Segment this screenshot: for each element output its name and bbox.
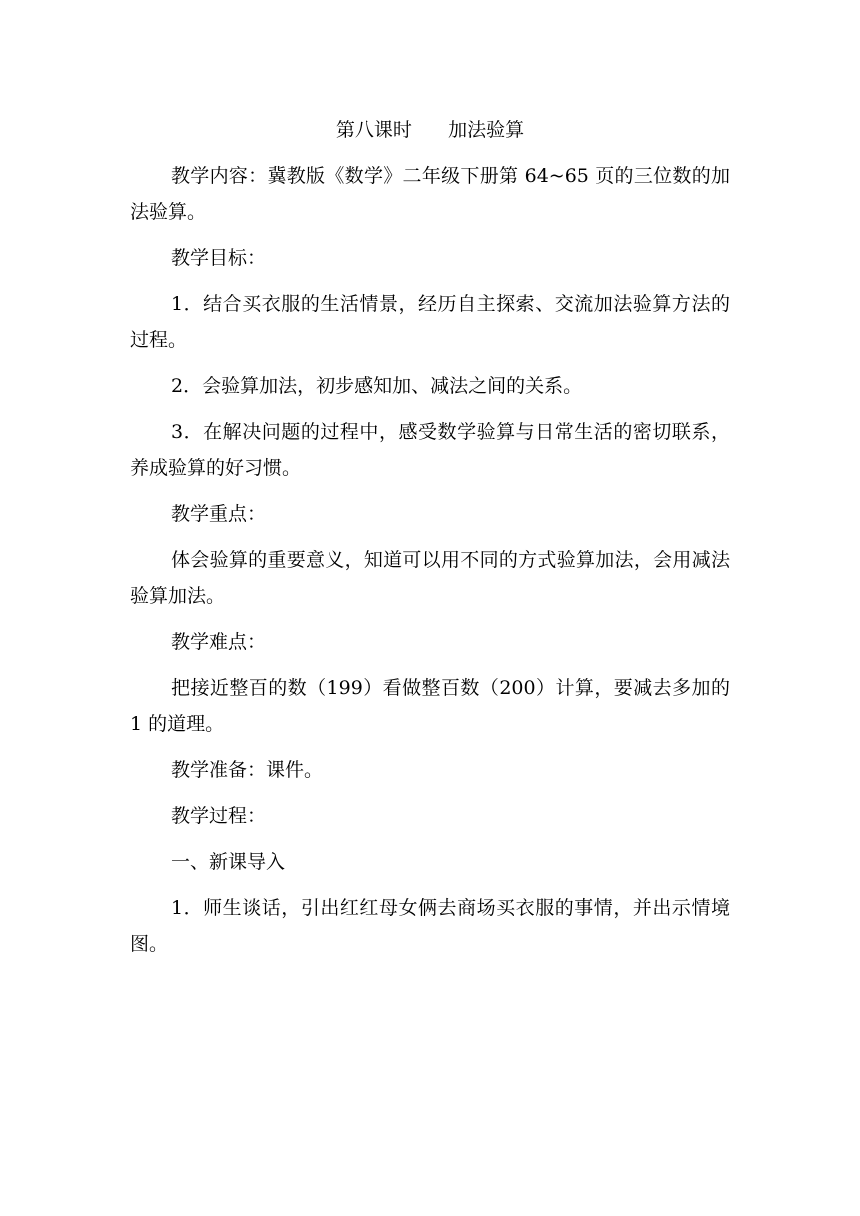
key-points-text: 体会验算的重要意义，知道可以用不同的方式验算加法，会用减法验算加法。 [130,549,730,607]
lesson-title: 第八课时 加法验算 [335,119,525,141]
goal-1: 1．结合买衣服的生活情景，经历自主探索、交流加法验算方法的过程。 [130,293,730,351]
difficulties-heading: 教学难点： [171,631,267,653]
key-points-heading: 教学重点： [171,503,267,525]
teaching-content: 教学内容：冀教版《数学》二年级下册第 64~65 页的三位数的加法验算。 [130,165,730,223]
goal-3: 3．在解决问题的过程中，感受数学验算与日常生活的密切联系，养成验算的好习惯。 [130,421,730,479]
goal-2: 2．会验算加法，初步感知加、减法之间的关系。 [171,375,583,397]
section-1-step-1: 1．师生谈话，引出红红母女俩去商场买衣服的事情，并出示情境图。 [130,897,730,955]
preparation: 教学准备：课件。 [171,759,324,781]
document-body [130,112,730,972]
teaching-goals-heading: 教学目标： [171,247,267,269]
section-1-heading: 一、新课导入 [171,851,286,873]
difficulties-text: 把接近整百的数（199）看做整百数（200）计算，要减去多加的 1 的道理。 [130,677,730,735]
process-heading: 教学过程： [171,805,267,827]
